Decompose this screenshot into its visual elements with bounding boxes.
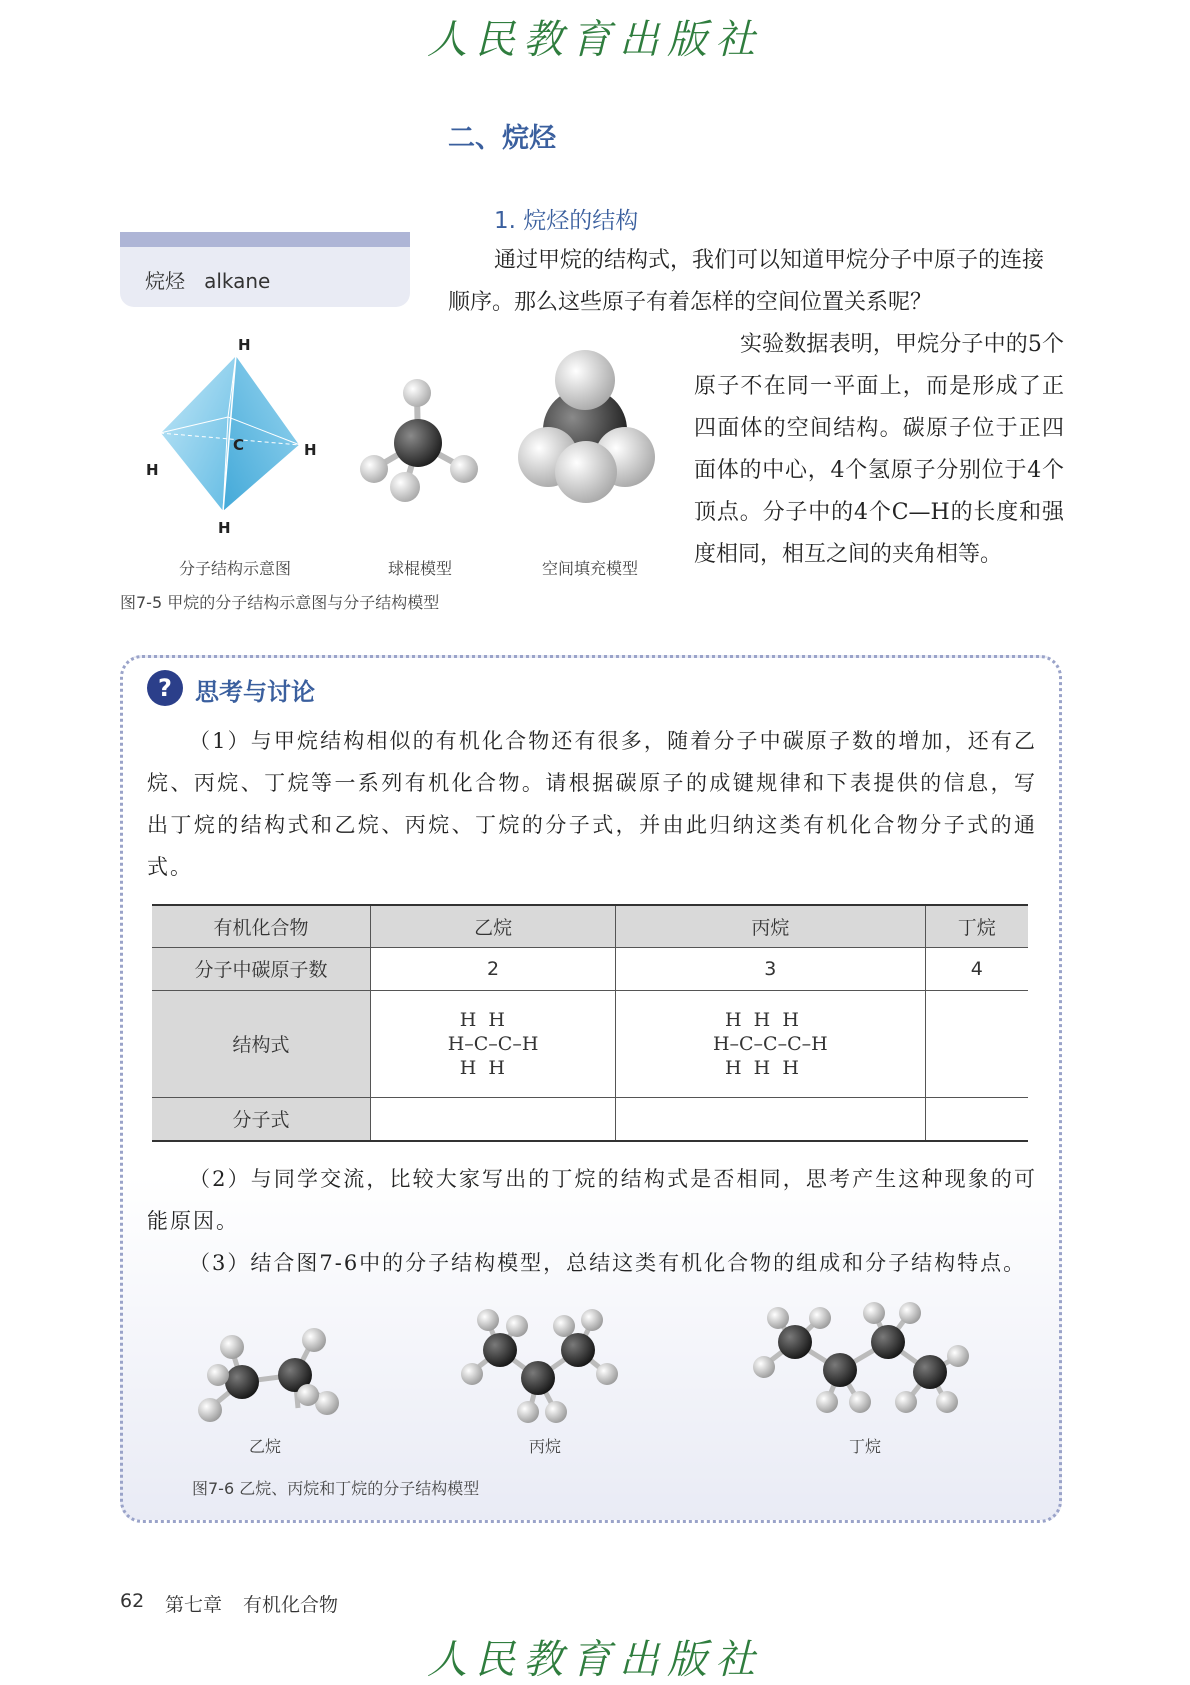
term-text xyxy=(145,265,270,294)
figure-7-6 xyxy=(180,1300,1000,1430)
table-row xyxy=(152,947,1028,990)
table-cell: 2 xyxy=(371,947,616,990)
table-cell xyxy=(371,1097,616,1141)
alkane-table xyxy=(152,904,1028,1142)
term-box xyxy=(120,232,410,307)
tetrahedron-diagram xyxy=(146,336,317,537)
table-cell xyxy=(925,1097,1028,1141)
term-chinese: 烷烃 xyxy=(145,269,185,293)
table-cell xyxy=(371,990,616,1097)
section-title: 二、烷烃 xyxy=(448,123,556,154)
figure-label-butane: 丁烷 xyxy=(848,1437,881,1456)
figure-label-structure-diagram: 分子结构示意图 xyxy=(178,559,291,578)
propane-model xyxy=(461,1309,618,1423)
footer-chapter: 第七章 xyxy=(165,1594,223,1616)
publisher-logo-top: 人民教育出版社 xyxy=(427,17,763,63)
paragraph-1: 通过甲烷的结构式，我们可以知道甲烷分子中原子的连接顺序。那么这些原子有着怎样的空间位置关系呢？ xyxy=(448,248,1045,315)
figure-7-5 xyxy=(120,335,680,550)
table-header-cell: 丙烷 xyxy=(616,905,925,947)
space-filling-model xyxy=(518,350,655,503)
ethane-model xyxy=(198,1328,339,1422)
table-row-label: 结构式 xyxy=(152,990,371,1097)
discussion-title: 思考与讨论 xyxy=(195,678,315,706)
question-3: （3）结合图7-6中的分子结构模型，总结这类有机化合物的组成和分子结构特点。 xyxy=(189,1251,1027,1275)
question-2: （2）与同学交流，比较大家写出的丁烷的结构式是否相同，思考产生这种现象的可能原因。 xyxy=(147,1167,1037,1233)
table-row-label: 分子中碳原子数 xyxy=(152,947,371,990)
table-row-label: 分子式 xyxy=(152,1097,371,1141)
table-header-cell: 有机化合物 xyxy=(152,905,371,947)
figure-label-propane: 丙烷 xyxy=(528,1437,561,1456)
figure-label-ball-stick: 球棍模型 xyxy=(387,559,452,578)
table-cell: 4 xyxy=(925,947,1028,990)
atom-label-center: C xyxy=(233,436,245,454)
term-english: alkane xyxy=(204,269,271,293)
table-row xyxy=(152,990,1028,1097)
figure-label-ethane: 乙烷 xyxy=(248,1437,281,1456)
atom-label-left: H xyxy=(146,461,159,479)
page-number: 62 xyxy=(120,1590,145,1612)
ethane-structural-formula: H H H–C–C–H H H xyxy=(447,1008,539,1079)
table-cell xyxy=(616,1097,925,1141)
figure-7-6-caption: 图7-6 乙烷、丙烷和丁烷的分子结构模型 xyxy=(192,1479,480,1498)
question-icon: ? xyxy=(147,670,183,706)
table-cell: 3 xyxy=(616,947,925,990)
figure-label-space-filling: 空间填充模型 xyxy=(541,559,638,578)
propane-structural-formula: H H H H–C–C–C–H H H H xyxy=(712,1008,828,1079)
paragraph-2: 实验数据表明，甲烷分子中的5个原子不在同一平面上，而是形成了正四面体的空间结构。碳原子位于正四面体的中心，4个氢原子分别位于4个顶点。分子中的4个C—H的长度和强度相同，相互之间的夹角相等。 xyxy=(694,332,1064,567)
table-cell xyxy=(925,990,1028,1097)
subsection-title: 1. 烷烃的结构 xyxy=(494,208,639,234)
question-1: （1）与甲烷结构相似的有机化合物还有很多，随着分子中碳原子数的增加，还有乙烷、丙烷、丁烷等一系列有机化合物。请根据碳原子的成键规律和下表提供的信息，写出丁烷的结构式和乙烷、丙烷、丁烷的分子式，并由此归纳这类有机化合物分子式的通式。 xyxy=(147,729,1037,879)
atom-label-top: H xyxy=(238,336,251,354)
ball-and-stick-model xyxy=(360,379,478,502)
table-row xyxy=(152,1097,1028,1141)
table-header-cell: 乙烷 xyxy=(371,905,616,947)
publisher-logo-bottom: 人民教育出版社 xyxy=(427,1637,763,1683)
footer-chapter-title: 有机化合物 xyxy=(243,1594,339,1616)
butane-model xyxy=(753,1302,969,1413)
table-header-cell: 丁烷 xyxy=(925,905,1028,947)
atom-label-bottom: H xyxy=(218,519,231,537)
atom-label-right: H xyxy=(304,441,317,459)
table-header-row xyxy=(152,905,1028,947)
table-cell xyxy=(616,990,925,1097)
figure-7-5-caption: 图7-5 甲烷的分子结构示意图与分子结构模型 xyxy=(120,593,440,612)
